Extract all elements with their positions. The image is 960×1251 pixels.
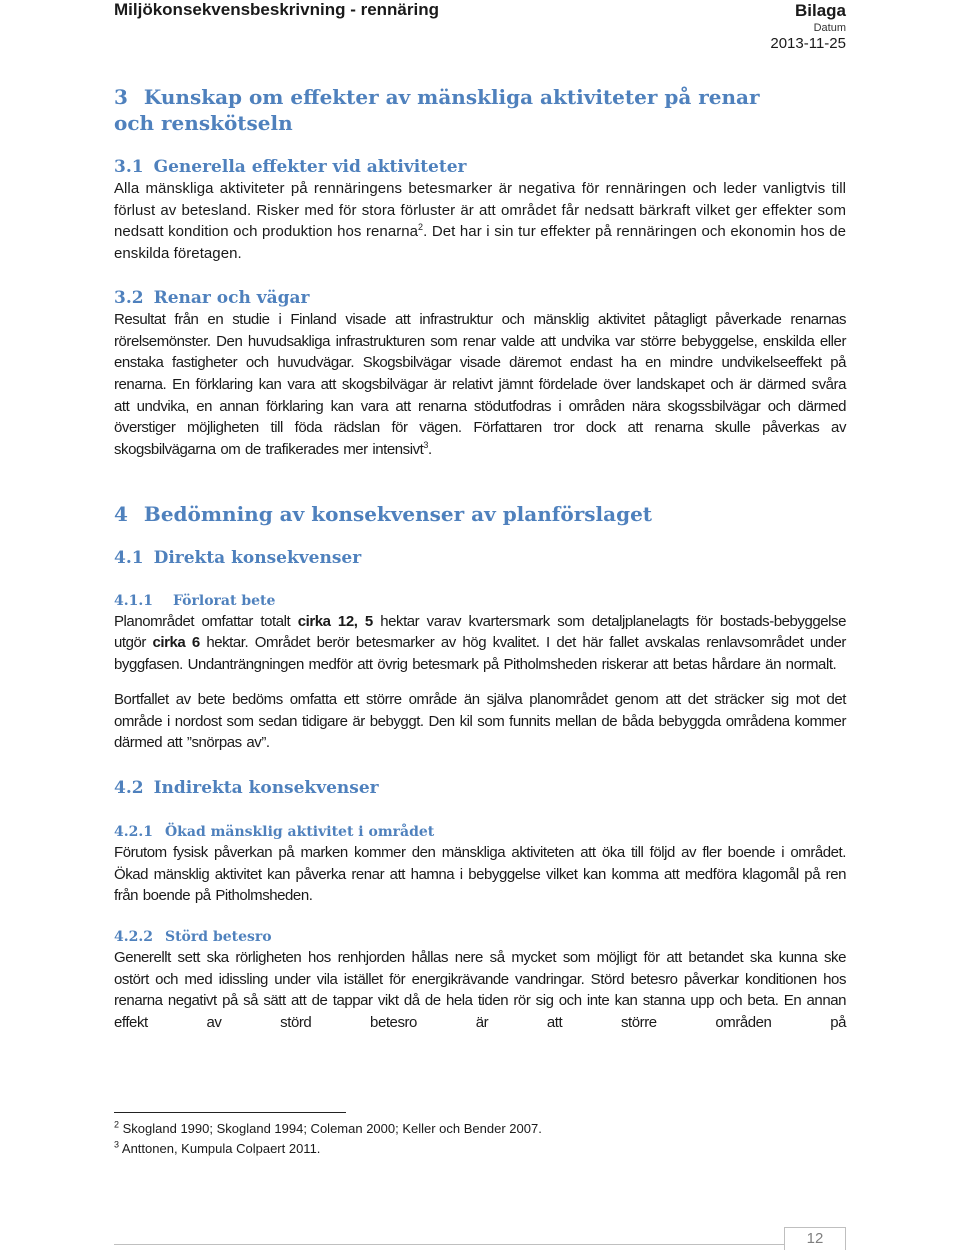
page-number: 12 [784,1227,846,1250]
paragraph-generella-effekter [114,178,846,265]
paragraph-forlorat-bete-1 [114,611,846,676]
paragraph-bold: cirka 6 [152,634,200,652]
footnote-number: 2 [114,1119,120,1130]
footnote-text: Anttonen, Kumpula Colpaert 2011. [119,1141,321,1156]
paragraph-text: . [427,441,432,459]
paragraph-text: Resultat från en studie i Finland visade att infrastruktur och mänsklig aktivitet påtagligt påverkade renarnas rörelsemönster. Den huvudsakliga infrastrukturen som renar valde att undvika var större bebyggelse, enskilda eller enstaka fastigheter och huvudvägar. Skogsbilvägar visade däremot endast ha en mindre undvikelseeffekt på renarna. En förklaring kan vara att skogsbilvägar är relativt jämnt fördelade över landskapet och är därmed svåra att undvika, en annan förklaring kan vara att renarna stödutfodras i områden nära skogssbilvägar och därmed överstiger möjligheten till föda rädslan för vägen. Författaren tror dock att renarna skulle påverkas av skogsbilvägarna om de trafikerades mer intensivt [114,310,846,459]
paragraph-stord-betesro: Generellt sett ska rörligheten hos renhjorden hållas nere så mycket som möjligt för att betandet ska kunna ske ostört och med idissling under vila istället för energikrävande vandringar. Störd betesro påverkar konditionen hos renarna negativt på så sätt att de tappar vikt då de hela tiden rör sig och inte kan stanna upp och beta. En annan effekt av störd betesro är att större områden på [114,949,846,1032]
page-footer [114,1222,846,1250]
heading-text: Störd betesro [164,929,272,946]
heading-text: Förlorat bete [172,592,276,609]
footnote-ref[interactable]: 2 [418,222,424,233]
heading-number: 3.2 [114,287,144,308]
document-body [114,84,846,1034]
heading-section-3-1 [114,156,846,178]
heading-section-4-2-2 [114,927,846,947]
document-header-meta [770,0,846,53]
footnote-text: Skogland 1990; Skogland 1994; Coleman 2000; Keller och Bender 2007. [119,1121,542,1136]
paragraph-text: Planområdet omfattar totalt [114,612,298,630]
heading-text: Ökad mänsklig aktivitet i området [164,823,435,840]
footnote-item [114,1119,846,1139]
heading-number: 4.2.1 [114,823,153,840]
heading-text: Indirekta konsekvenser [153,777,379,798]
paragraph-text: Alla mänskliga aktiviteter på rennäringens betesmarker är negativa för rennäringen och leder vanligtvis till förlust av betesland. Risker med för stora förluster är att området får nedsatt bärkraft vilket ger effekter som nedsatt kondition och produktion hos renarna [114,180,846,241]
heading-section-3-2 [114,287,846,309]
footnote-ref[interactable]: 3 [423,440,428,451]
heading-section-4-1-1 [114,591,846,611]
header-bilaga: Bilaga [794,1,846,20]
footer-rule [114,1244,846,1245]
heading-text: Kunskap om effekter av mänskliga aktiviteter på renar och renskötseln [114,85,760,135]
heading-number: 4.2 [114,777,144,798]
heading-section-4-2 [114,777,846,799]
heading-number: 4 [114,501,128,526]
heading-section-4-1 [114,547,846,569]
footnotes [114,1112,846,1159]
heading-number: 3 [114,85,128,109]
paragraph-bold: cirka 12, 5 [297,612,373,630]
paragraph-forlorat-bete-2: Bortfallet av bete bedöms omfatta ett större område än själva planområdet genom att det sträcker sig mot det område i nordost som sedan tidigare är bebyggt. Den kil som funnits mellan de båda bebyggda områdena kommer därmed att ”snörpas av”. [114,690,846,752]
heading-text: Direkta konsekvenser [153,547,362,568]
document-header-title: Miljökonsekvensbeskrivning - rennäring [114,0,439,19]
footnote-item [114,1139,846,1159]
heading-number: 4.1 [114,547,144,568]
paragraph-renar-och-vagar [114,309,846,461]
heading-text: Renar och vägar [153,287,310,308]
heading-section-4-2-1 [114,822,846,842]
heading-text: Generella effekter vid aktiviteter [153,157,467,177]
paragraph-text: hektar varav kvartersmark som detaljplanelagts för bostads-bebyggelse utgör [114,612,846,652]
footnote-separator [114,1112,346,1113]
paragraph-okad-aktivitet: Förutom fysisk påverkan på marken kommer den mänskliga aktiviteten att öka till följd av fler boende i området. Ökad mänsklig aktivitet kan påverka renar att hamna i bebyggelse vilket kan komma att medföra klagomål på ren från boende på Pitholmsheden. [114,843,846,905]
heading-section-3 [114,84,774,136]
heading-number: 4.1.1 [114,592,153,609]
heading-section-4 [114,501,846,527]
footnote-number: 3 [114,1139,120,1150]
heading-text: Bedömning av konsekvenser av planförslaget [143,501,653,526]
paragraph-text: hektar. Området berör betesmarker av hög kvalitet. I det här fallet avskalas renlavsområdet under byggfasen. Undanträngningen medför att övrig betesmark på Pitholmsheden riskerar att betas hårdare än normalt. [114,634,846,674]
header-date: 2013-11-25 [770,35,846,52]
heading-number: 4.2.2 [114,929,153,946]
header-datum-label: Datum [813,22,846,34]
paragraph-text: . Det har i sin tur effekter på rennäringen och ekonomin hos de enskilda företagen. [114,223,846,263]
heading-number: 3.1 [114,157,144,177]
